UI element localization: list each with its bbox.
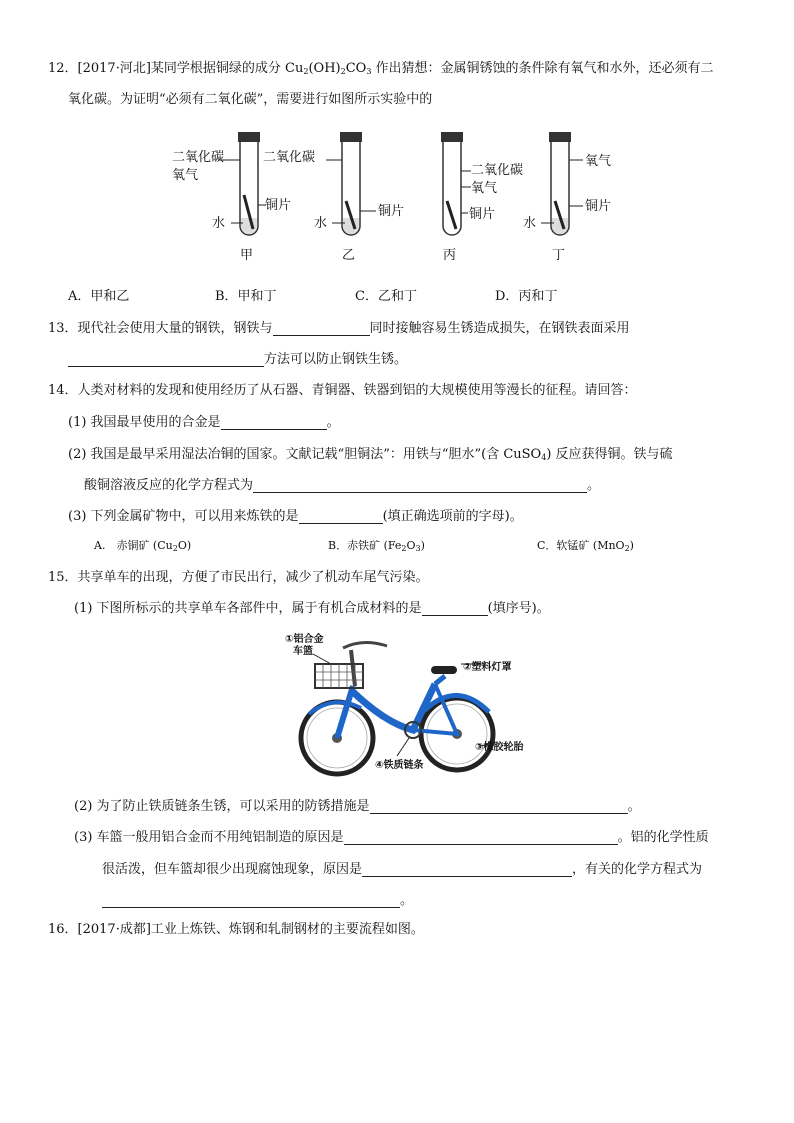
q15-blank-1[interactable] (422, 601, 488, 616)
tube-name: 丙 (443, 248, 457, 263)
q14-option-b: B．赤铁矿 $(Fe_2O_3)$ (328, 539, 425, 553)
q12-option-b: B．甲和丁 (215, 289, 277, 304)
q15-blank-3[interactable] (344, 830, 618, 845)
tube-label: 二氧化碳 (471, 163, 524, 178)
q12-option-d: D．丙和丁 (495, 289, 558, 304)
tube-label: 水 (212, 216, 226, 231)
q15-part3-line3: 。 (102, 889, 413, 908)
q15-part3-line1: (3) 车篮一般用铝合金而不用纯铝制造的原因是 。铝的化学性质 (74, 830, 709, 845)
bike-label-tire: ③橡胶轮胎 (475, 742, 524, 753)
q13-blank-2[interactable] (68, 352, 264, 367)
tube-ding (523, 132, 611, 263)
tube-label: 二氧化碳 (172, 150, 225, 165)
q15-blank-5[interactable] (102, 893, 400, 908)
tube-label: 铜片 (265, 198, 292, 213)
tube-name: 乙 (342, 248, 356, 263)
bike-label-basket-2: 车篮 (293, 646, 313, 657)
q14-part2-line1: (2) 我国是最早采用湿法冶铜的国家。文献记载“胆铜法”：用铁与“胆水”(含 CuSO$_4$) 反应获得铜。铁与硫 (68, 447, 673, 462)
tube-label: 铜片 (469, 207, 496, 222)
tube-label: 二氧化碳 (263, 150, 316, 165)
test-tube-figure (160, 125, 640, 270)
tube-label: 水 (523, 216, 537, 231)
q12-option-a: A．甲和乙 (68, 289, 130, 304)
bike-label-chain: ④铁质链条 (375, 760, 424, 771)
tube-name: 丁 (552, 248, 566, 263)
q12-option-c: C．乙和丁 (355, 289, 417, 304)
tube-name: 甲 (240, 248, 254, 263)
q15-blank-4[interactable] (362, 862, 572, 877)
q15-part2: (2) 为了防止铁质链条生锈，可以采用的防锈措施是 。 (74, 799, 641, 814)
q14-intro: 14．人类对材料的发现和使用经历了从石器、青铜器、铁器到铝的大规模使用等漫长的征程。请回答： (48, 383, 637, 398)
q12-line2: 氧化碳。为证明“必须有二氧化碳”，需要进行如图所示实验中的 (68, 92, 433, 107)
q16-text: 16．[2017·成都]工业上炼铁、炼钢和轧制钢材的主要流程如图。 (48, 922, 424, 937)
q14-option-c: C．软锰矿 (MnO$_2$) (537, 539, 634, 553)
q14-option-a: A. 赤铜矿 $(Cu_2O)$ (94, 539, 192, 553)
q14-blank-2[interactable] (253, 478, 587, 493)
q13-line2: 方法可以防止钢铁生锈。 (68, 348, 407, 367)
q14-blank-1[interactable] (221, 415, 327, 430)
bike-label-basket: ①铝合金 (285, 634, 324, 645)
q14-part3: (3) 下列金属矿物中，可以用来炼铁的是 (填正确选项前的字母)。 (68, 509, 523, 524)
bicycle-figure (285, 628, 545, 778)
q15-part3-line2: 很活泼，但车篮却很少出现腐蚀现象，原因是 ，有关的化学方程式为 (102, 862, 703, 877)
q15-intro: 15．共享单车的出现，方便了市民出行，减少了机动车尾气污染。 (48, 570, 429, 585)
q15-part1: (1) 下图所标示的共享单车各部件中，属于有机合成材料的是 (填序号)。 (74, 601, 550, 616)
q14-part1: (1) 我国最早使用的合金是 。 (68, 415, 340, 430)
bike-label-lamp: ②塑料灯罩 (463, 662, 512, 673)
q13-line1: 13．现代社会使用大量的钢铁，钢铁与 同时接触容易生锈造成损失，在钢铁表面采用 (48, 321, 630, 336)
tube-label: 氧气 (471, 181, 498, 196)
tube-label: 铜片 (585, 199, 612, 214)
q15-blank-2[interactable] (370, 799, 628, 814)
tube-label: 水 (314, 216, 328, 231)
tube-label: 铜片 (378, 204, 405, 219)
q14-part2-line2: 酸铜溶液反应的化学方程式为 。 (84, 478, 601, 493)
q14-blank-3[interactable] (299, 509, 383, 524)
tube-label: 氧气 (585, 154, 612, 169)
tube-label: 氧气 (172, 168, 199, 183)
tube-bing (441, 132, 523, 263)
q12-line1: 12．[2017·河北]某同学根据铜绿的成分 $Cu_2(OH)_2CO_3$ 作出猜想：金属铜锈蚀的条件除有氧气和水外，还必须有二 (48, 61, 714, 76)
q13-blank-1[interactable] (273, 321, 370, 336)
